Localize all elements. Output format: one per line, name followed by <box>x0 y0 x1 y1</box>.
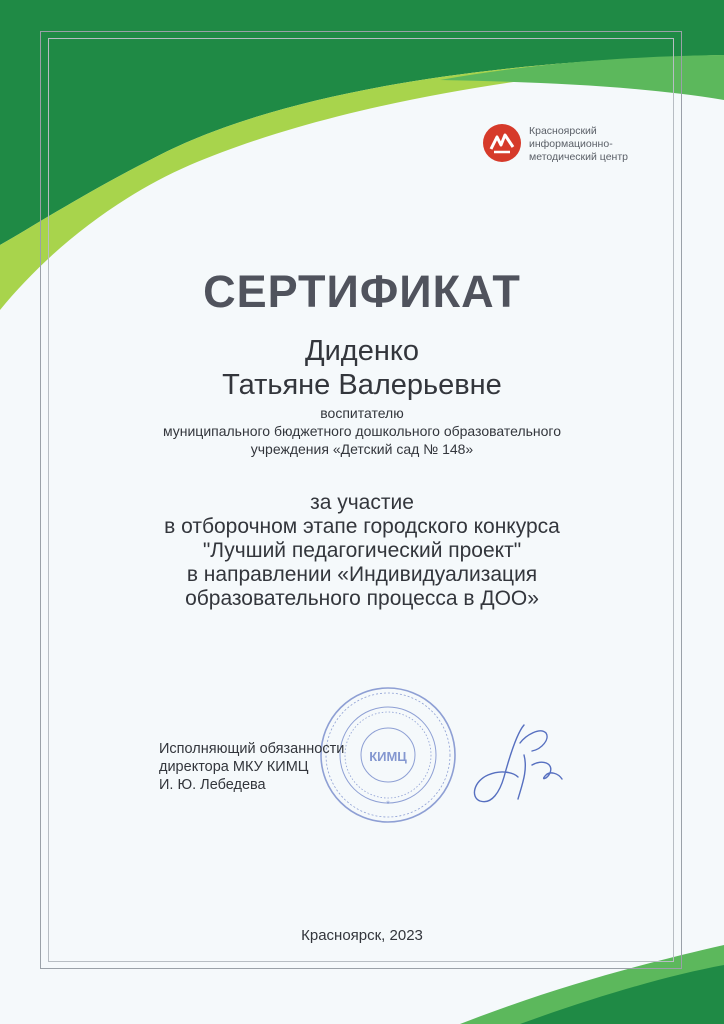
signer-block <box>159 740 344 794</box>
certificate-title: СЕРТИФИКАТ <box>203 266 521 317</box>
signature <box>462 715 567 815</box>
recipient-position <box>0 404 724 458</box>
place-and-year: Красноярск, 2023 <box>301 927 423 944</box>
logo-line-2: информационно- <box>529 138 613 150</box>
signer-title-line-1: Исполняющий обязанности <box>159 741 345 757</box>
logo-line-3: методический центр <box>529 151 628 163</box>
logo-line-1: Красноярский <box>529 125 597 137</box>
kimc-logo-icon <box>482 123 522 163</box>
position-line-1: воспитателю <box>320 405 404 421</box>
stamp-center-text: КИМЦ <box>369 749 407 764</box>
logo <box>482 123 642 167</box>
recipient-name <box>0 334 724 402</box>
signer-name: И. Ю. Лебедева <box>159 777 266 793</box>
reason-line-2: в отборочном этапе городского конкурса <box>164 515 560 538</box>
logo-text <box>529 125 649 164</box>
reason-line-3: "Лучший педагогический проект" <box>202 539 522 562</box>
reason-line-5: образовательного процесса в ДОО» <box>185 587 539 610</box>
svg-text:*: * <box>386 799 390 809</box>
award-reason <box>0 491 724 611</box>
position-line-2: муниципального бюджетного дошкольного образовательного <box>162 423 562 439</box>
reason-line-4: в направлении «Индивидуализация <box>186 563 538 586</box>
position-line-3: учреждения «Детский сад № 148» <box>250 441 474 457</box>
recipient-surname: Диденко <box>304 335 420 367</box>
signer-title-line-2: директора МКУ КИМЦ <box>159 759 309 775</box>
reason-line-1: за участие <box>310 491 414 514</box>
recipient-given-names: Татьяне Валерьевне <box>222 369 502 401</box>
